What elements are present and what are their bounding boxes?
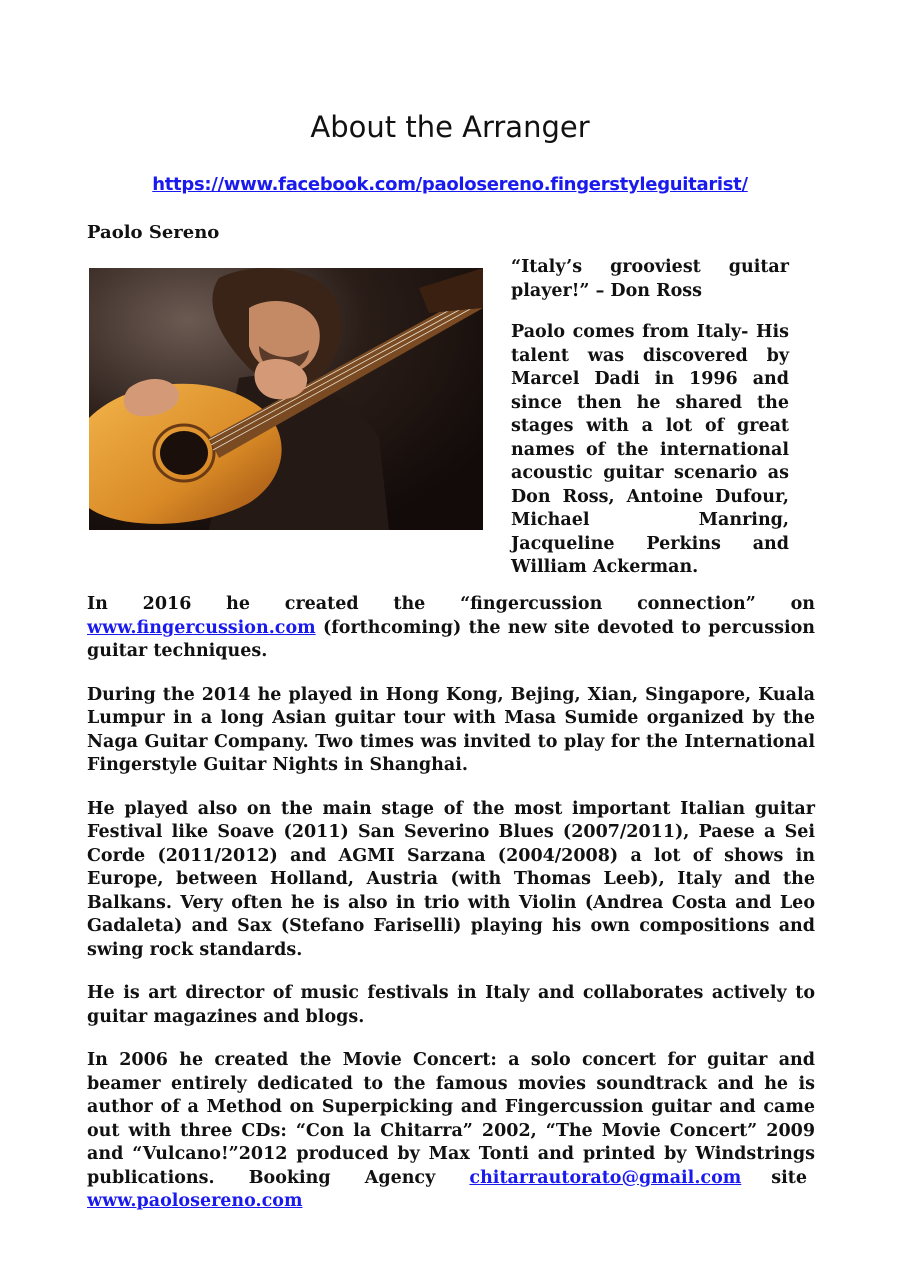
fingercussion-link[interactable]: www.fingercussion.com: [87, 617, 316, 638]
bio-sidebar: [511, 256, 789, 598]
email-link[interactable]: chitarrautorato@gmail.com: [469, 1167, 742, 1188]
paragraph-festivals: He played also on the main stage of the most important Italian guitar Festival like Soave (2011) San Severino Blues (2007/2011), Paese a Sei Corde (2011/2012) and AGMI Sarzana (2004/2008) a lot of shows in Europe, between Holland, Austria (with Thomas Leeb), Italy and the Balkans. Very often he is also in trio with Violin (Andrea Costa and Leo Gadaleta) and Sax (Stefano Fariselli) playing his own compositions and swing rock standards.: [87, 798, 815, 960]
facebook-link[interactable]: https://www.facebook.com/paolosereno.fingerstyleguitarist/: [152, 174, 748, 195]
paragraph-movie-concert: In 2006 he created the Movie Concert: a solo concert for guitar and beamer entirely dedicated to the famous movies soundtrack and he is author of a Method on Superpicking and Fingercussion guitar and came out with three CDs: “Con la Chitarra” 2002, “The Movie Concert” 2009 and “Vulcano!”2012 produced by Max Tonti and printed by Windstrings publications. Booking Agency chitarrautorato@gmail.com sitewww.paolosereno.com: [87, 1050, 815, 1211]
arranger-photo: [89, 268, 483, 530]
paragraph-art-director: He is art director of music festivals in Italy and collaborates actively to guitar magazines and blogs.: [87, 983, 815, 1027]
site-label: site: [771, 1167, 807, 1188]
quote: “Italy’s grooviest guitar player!” – Don Ross: [511, 257, 789, 301]
paragraph-fingercussion: In 2016 he created the “fingercussion connection” on www.fingercussion.com (forthcoming) the new site devoted to percussion guitar techniques.: [87, 594, 815, 661]
arranger-name: Paolo Sereno: [87, 222, 220, 243]
bio-body: [87, 593, 815, 1234]
page-title: About the Arranger: [310, 110, 590, 144]
paragraph-asia-tour: During the 2014 he played in Hong Kong, Bejing, Xian, Singapore, Kuala Lumpur in a long Asian guitar tour with Masa Sumide organized by the Naga Guitar Company. Two times was invited to play for the International Fingerstyle Guitar Nights in Shanghai.: [87, 684, 815, 775]
intro-paragraph: Paolo comes from Italy- His talent was discovered by Marcel Dadi in 1996 and since then he shared the stages with a lot of great names of the international acoustic guitar scenario as Don Ross, Antoine Dufour, Michael Manring, Jacqueline Perkins and William Ackerman.: [511, 322, 789, 577]
website-link[interactable]: www.paolosereno.com: [87, 1191, 303, 1211]
